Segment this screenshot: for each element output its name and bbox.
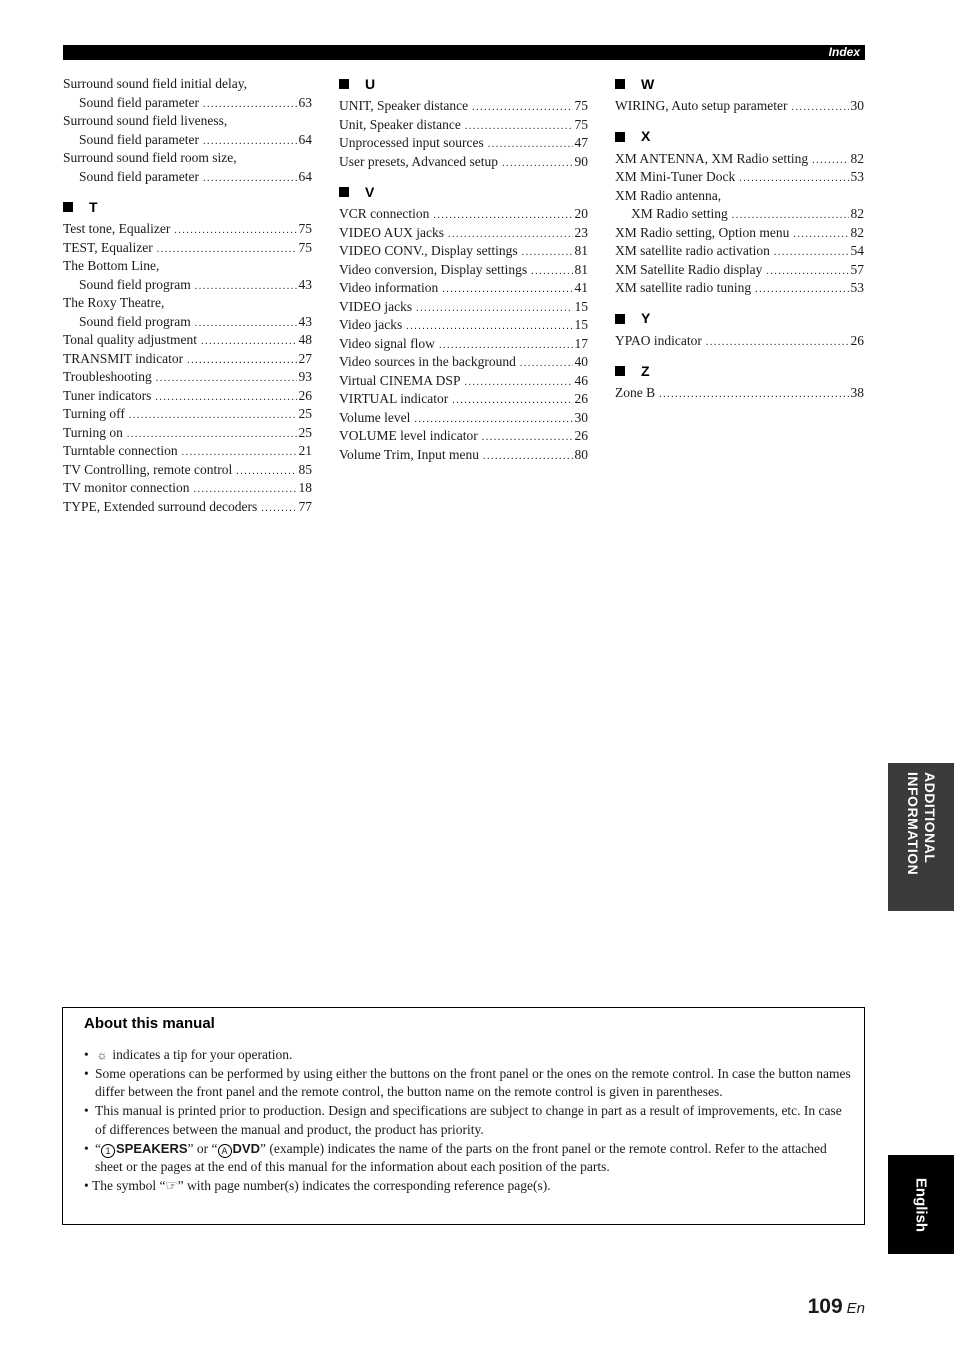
index-entry-page: 25: [298, 424, 312, 440]
index-entry-label: TYPE, Extended surround decoders: [63, 498, 258, 514]
index-entry-page: 81: [574, 243, 588, 258]
index-entry-label: VIDEO AUX jacks: [339, 224, 444, 240]
index-entry-page: 26: [850, 332, 864, 348]
index-entry: [615, 150, 864, 169]
dot-leader: [739, 170, 848, 189]
about-item-operations: • Some operations can be performed by using either the buttons on the front panel or the ones on the remote control. In case the button names differ between the front panel and the remote control, the button name on the remote control is given in parentheses.: [84, 1065, 851, 1100]
index-entry-page: 20: [574, 206, 588, 221]
index-entry-label: Sound field parameter: [79, 168, 199, 184]
index-entry: [63, 405, 312, 424]
dot-leader: [659, 386, 848, 405]
index-entry-label: XM Satellite Radio display: [615, 261, 763, 277]
dot-leader: [416, 300, 572, 319]
index-column-2: [339, 75, 588, 464]
index-entry: [615, 224, 864, 243]
index-entry: [339, 427, 588, 446]
index-entry: [339, 134, 588, 153]
index-entry-page: 57: [850, 261, 864, 277]
speakers-example-label: SPEAKERS: [116, 1140, 188, 1156]
index-entry-page: 75: [574, 98, 588, 113]
side-tab-language: [888, 1155, 954, 1254]
square-bullet-icon: [339, 79, 349, 89]
dot-leader: [520, 355, 573, 374]
dot-leader: [482, 429, 573, 448]
index-entry-label: Troubleshooting: [63, 369, 152, 384]
index-entry: [615, 332, 864, 351]
about-item-symbol: • The symbol “☞” with page number(s) indicates the corresponding reference page(s).: [84, 1177, 551, 1193]
index-entry: [339, 316, 588, 335]
index-entry: [63, 498, 312, 517]
index-entry-page: 21: [298, 443, 312, 458]
index-entry-label: Sound field program: [79, 313, 191, 329]
index-entry-label: Sound field program: [79, 276, 191, 292]
index-entry: [339, 261, 588, 280]
index-entry-label: TV monitor connection: [63, 480, 190, 495]
index-entry-page: 80: [574, 446, 588, 462]
about-item-example: • “ 1 SPEAKERS” or “ A DVD” (example) indicates the name of the parts on the front panel or the remote control. Refer to the attached sheet or the pages at the end of this manual for the information about each position of the parts.: [84, 1140, 827, 1175]
index-entry: [63, 131, 312, 150]
index-entry: [339, 409, 588, 428]
index-entry: [63, 461, 312, 480]
index-entry-label: VCR connection: [339, 206, 430, 221]
index-entry-label: Unit, Speaker distance: [339, 116, 461, 132]
square-bullet-icon: [339, 187, 349, 197]
index-entry-label: Turning on: [63, 424, 123, 440]
index-entry: [615, 205, 864, 224]
index-entry: [63, 168, 312, 187]
index-entry-page: 75: [298, 221, 312, 236]
side-tab-language-label: English: [912, 1177, 930, 1232]
square-bullet-icon: [615, 132, 625, 142]
index-header-bar: [63, 45, 865, 60]
index-entry: [63, 94, 312, 113]
dot-leader: [706, 334, 849, 353]
index-entry-page: 85: [298, 461, 312, 477]
index-entry-page: 63: [298, 94, 312, 110]
index-entry: [339, 224, 588, 243]
dot-leader: [129, 407, 297, 426]
dot-leader: [236, 463, 296, 482]
index-entry: [63, 257, 312, 276]
dot-leader: [157, 241, 297, 260]
index-entry-label: XM satellite radio tuning: [615, 280, 752, 295]
index-entry-label: Surround sound field initial delay,: [63, 76, 247, 91]
index-column-1: [63, 75, 312, 516]
dot-leader: [488, 136, 573, 155]
index-entry-page: 27: [298, 350, 312, 366]
index-entry-page: 30: [850, 98, 864, 113]
index-letter-header: W: [615, 75, 864, 93]
index-entry-label: TV Controlling, remote control: [63, 461, 233, 477]
index-entry-label: XM Radio setting: [631, 206, 728, 221]
index-entry-page: 40: [574, 354, 588, 369]
index-entry: [339, 205, 588, 224]
section-title: Index: [828, 45, 860, 59]
index-entry-page: 17: [574, 335, 588, 351]
index-entry-label: Surround sound field liveness,: [63, 113, 228, 128]
index-entry-page: 81: [574, 261, 588, 277]
dot-leader: [502, 155, 573, 174]
index-entry-page: 64: [298, 131, 312, 147]
index-entry: [615, 187, 864, 206]
index-entry-label: TRANSMIT indicator: [63, 350, 184, 366]
index-entry: [615, 168, 864, 187]
dot-leader: [472, 99, 572, 118]
index-entry-label: Virtual CINEMA DSP: [339, 372, 461, 388]
index-entry: [339, 97, 588, 116]
index-entry: [339, 372, 588, 391]
index-entry-page: 77: [298, 498, 312, 514]
index-entry: [63, 479, 312, 498]
index-entry-page: 47: [574, 135, 588, 150]
index-entry: [339, 279, 588, 298]
dot-leader: [793, 226, 848, 245]
index-letter-header: V: [339, 183, 588, 201]
index-entry-page: 25: [298, 406, 312, 421]
index-entry: [63, 276, 312, 295]
index-entry: [615, 384, 864, 403]
index-entry: [339, 298, 588, 317]
dot-leader: [195, 278, 297, 297]
index-entry-page: 90: [574, 153, 588, 169]
index-entry: [63, 239, 312, 258]
index-entry: [615, 279, 864, 298]
index-entry: [63, 331, 312, 350]
dot-leader: [483, 448, 572, 467]
index-entry-label: UNIT, Speaker distance: [339, 98, 469, 113]
index-entry: [63, 220, 312, 239]
index-entry-label: Video signal flow: [339, 335, 435, 351]
page-number: 109 En: [807, 1295, 865, 1318]
square-bullet-icon: [615, 366, 625, 376]
index-entry-label: TEST, Equalizer: [63, 239, 153, 255]
about-item-tip: • ☼ indicates a tip for your operation.: [84, 1046, 852, 1065]
index-entry-page: 48: [298, 332, 312, 347]
index-entry-page: 82: [850, 150, 864, 166]
index-entry: [63, 112, 312, 131]
index-entry-page: 26: [574, 428, 588, 443]
index-entry-label: WIRING, Auto setup parameter: [615, 98, 788, 113]
index-entry-label: Volume Trim, Input menu: [339, 446, 480, 462]
index-entry: [63, 442, 312, 461]
index-entry-page: 53: [850, 169, 864, 184]
index-entry: [63, 294, 312, 313]
about-this-manual-box: [62, 1007, 865, 1225]
index-entry-label: VIRTUAL indicator: [339, 391, 449, 406]
index-entry-page: 41: [574, 280, 588, 295]
index-entry-label: VOLUME level indicator: [339, 428, 478, 443]
index-entry-label: Video sources in the background: [339, 354, 516, 369]
index-entry-page: 15: [574, 298, 588, 314]
index-entry: [339, 116, 588, 135]
index-entry-page: 26: [574, 391, 588, 406]
side-tab-line-2: INFORMATION: [905, 772, 921, 876]
index-entry-page: 54: [850, 243, 864, 258]
index-entry-label: Video conversion, Display settings: [339, 261, 528, 277]
side-tab-additional-information: [888, 763, 954, 911]
dot-leader: [433, 207, 572, 226]
index-entry-page: 64: [298, 168, 312, 184]
index-entry-page: 82: [850, 206, 864, 221]
dot-leader: [531, 263, 572, 282]
index-entry-label: Tuner indicators: [63, 387, 152, 403]
index-letter-header: T: [63, 198, 312, 216]
square-bullet-icon: [615, 79, 625, 89]
index-entry-page: 93: [298, 369, 312, 384]
index-entry-label: User presets, Advanced setup: [339, 153, 498, 169]
index-letter-header: U: [339, 75, 588, 93]
square-bullet-icon: [63, 202, 73, 212]
index-letter-header: Z: [615, 362, 864, 380]
index-entry-page: 38: [850, 385, 864, 400]
index-entry-page: 43: [298, 313, 312, 329]
index-entry: [339, 353, 588, 372]
index-entry-label: XM ANTENNA, XM Radio setting: [615, 150, 809, 166]
index-entry: [339, 335, 588, 354]
index-entry-page: 18: [298, 480, 312, 495]
dot-leader: [155, 389, 296, 408]
index-entry-page: 30: [574, 409, 588, 425]
index-entry: [339, 446, 588, 465]
about-item-production: • This manual is printed prior to production. Design and specifications are subject to change in part as a result of improvements, etc. In case of differences between the manual and product, the product has priority.: [84, 1103, 842, 1137]
index-entry-label: VIDEO jacks: [339, 298, 413, 314]
index-entry: [615, 261, 864, 280]
dot-leader: [452, 392, 572, 411]
index-entry-label: Tonal quality adjustment: [63, 332, 198, 347]
index-entry-page: 82: [850, 224, 864, 240]
index-entry-page: 53: [850, 280, 864, 295]
dot-leader: [201, 333, 296, 352]
dot-leader: [464, 374, 572, 393]
index-entry-page: 46: [574, 372, 588, 388]
index-entry-page: 75: [574, 116, 588, 132]
index-entry-label: Volume level: [339, 409, 411, 425]
index-entry: [339, 153, 588, 172]
index-entry-page: 43: [298, 276, 312, 292]
index-entry-page: 23: [574, 224, 588, 240]
index-entry-label: The Roxy Theatre,: [63, 295, 165, 310]
dot-leader: [187, 352, 296, 371]
dot-leader: [791, 99, 848, 118]
index-entry: [63, 149, 312, 168]
dot-leader: [522, 244, 573, 263]
index-entry-page: 75: [298, 239, 312, 255]
index-entry: [615, 242, 864, 261]
index-column-3: [615, 75, 864, 403]
dot-leader: [755, 281, 848, 300]
index-entry: [63, 75, 312, 94]
index-entry-label: Turntable connection: [63, 443, 178, 458]
dot-leader: [766, 263, 848, 282]
index-letter-header: X: [615, 128, 864, 146]
index-entry: [63, 424, 312, 443]
index-entry-label: Video information: [339, 280, 439, 295]
index-entry-label: XM Mini-Tuner Dock: [615, 169, 736, 184]
index-entry-label: VIDEO CONV., Display settings: [339, 243, 518, 258]
index-entry: [615, 97, 864, 116]
index-entry: [339, 390, 588, 409]
index-entry-label: Video jacks: [339, 317, 403, 332]
dot-leader: [774, 244, 849, 263]
index-entry: [63, 350, 312, 369]
reference-hand-icon: ☞: [165, 1177, 178, 1193]
dot-leader: [203, 170, 297, 189]
about-list: [84, 1046, 852, 1196]
index-entry-label: Test tone, Equalizer: [63, 221, 171, 236]
tip-lightbulb-icon: ☼: [96, 1048, 108, 1062]
index-entry-label: Sound field parameter: [79, 94, 199, 110]
dvd-example-label: DVD: [232, 1140, 260, 1156]
index-entry-label: Zone B: [615, 385, 656, 400]
dot-leader: [195, 315, 297, 334]
square-bullet-icon: [615, 314, 625, 324]
letter-a-circle-icon: A: [218, 1144, 232, 1158]
index-entry-label: Sound field parameter: [79, 131, 199, 147]
index-entry: [63, 313, 312, 332]
index-entry-label: The Bottom Line,: [63, 258, 160, 273]
index-entry: [63, 387, 312, 406]
index-entry-page: 26: [298, 387, 312, 403]
index-entry-label: XM Radio setting, Option menu: [615, 224, 790, 240]
number-1-circle-icon: 1: [101, 1144, 115, 1158]
dot-leader: [442, 281, 572, 300]
index-entry-label: Unprocessed input sources: [339, 135, 484, 150]
dot-leader: [174, 222, 296, 241]
about-title: About this manual: [84, 1015, 215, 1032]
side-tab-line-1: ADDITIONAL: [922, 772, 938, 864]
dot-leader: [261, 500, 296, 519]
index-entry-label: XM satellite radio activation: [615, 243, 770, 258]
index-entry: [339, 242, 588, 261]
index-entry-label: YPAO indicator: [615, 332, 702, 348]
index-entry-label: XM Radio antenna,: [615, 187, 722, 203]
index-entry-label: Turning off: [63, 406, 125, 421]
index-letter-header: Y: [615, 310, 864, 328]
dot-leader: [812, 152, 848, 171]
index-entry: [63, 368, 312, 387]
index-entry-page: 15: [574, 317, 588, 332]
index-entry-label: Surround sound field room size,: [63, 150, 237, 165]
dot-leader: [156, 370, 297, 389]
